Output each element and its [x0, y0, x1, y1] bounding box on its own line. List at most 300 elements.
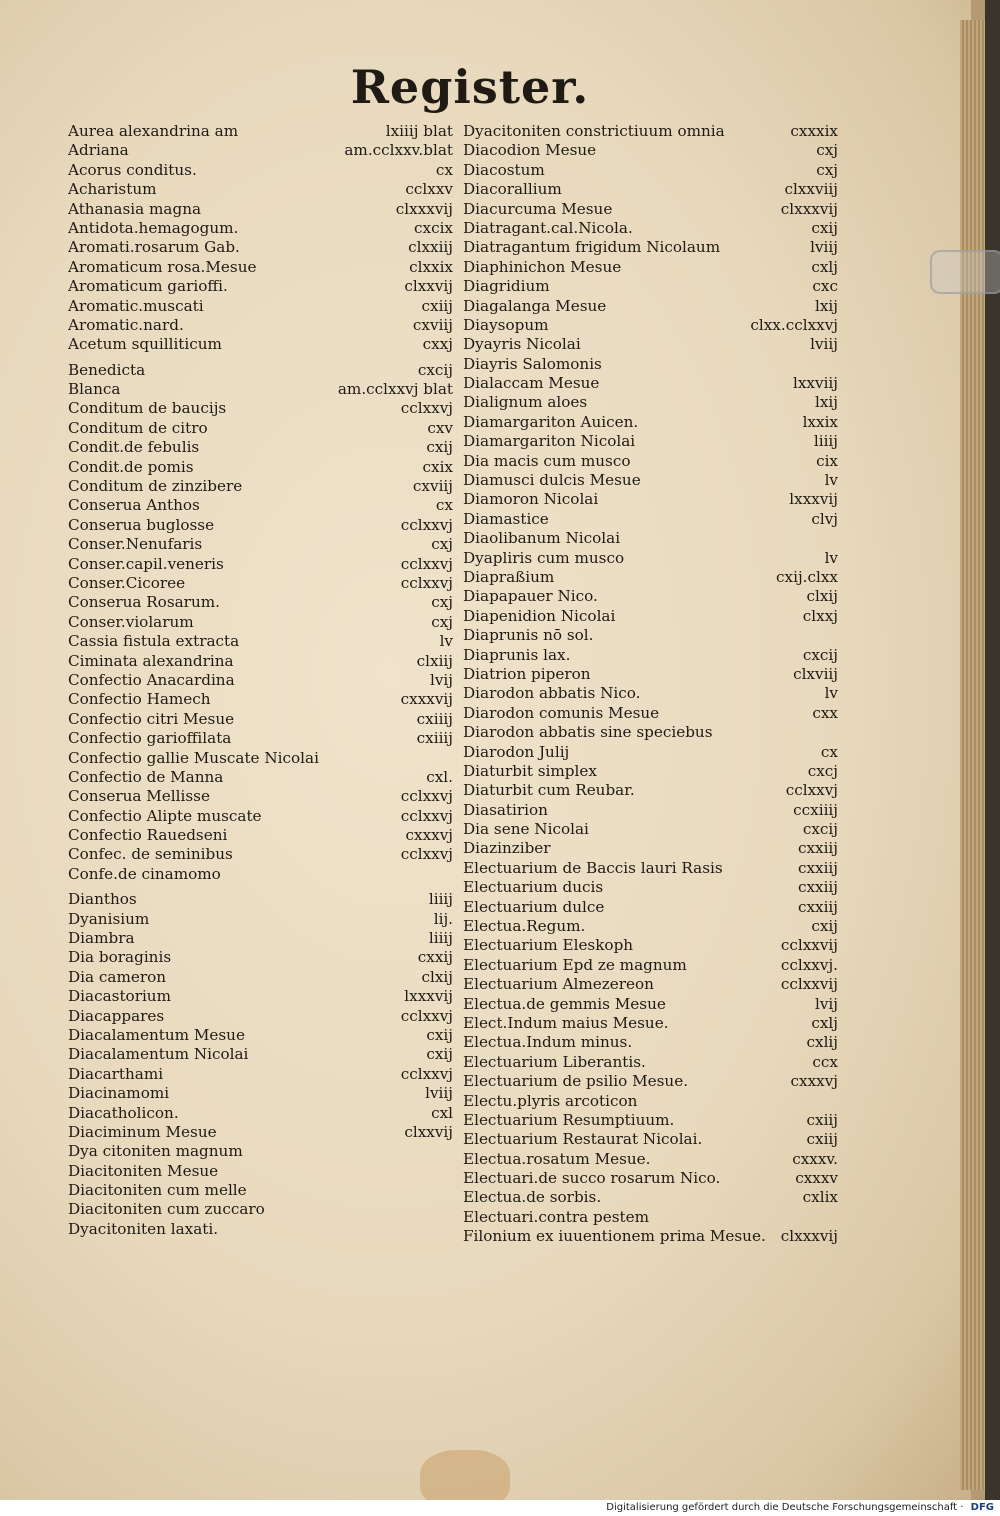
entry-ref: cclxxvj	[400, 1064, 453, 1083]
entry-name: Diapraßium	[463, 567, 555, 586]
entry-ref: cxlj	[811, 1013, 838, 1032]
entry-name: Dyapliris cum musco	[463, 548, 625, 567]
register-entry	[463, 1169, 838, 1188]
entry-ref: lv	[439, 632, 453, 651]
entry-name: Conserua Mellisse	[68, 787, 210, 806]
register-entry	[68, 826, 453, 845]
register-entry	[463, 471, 838, 490]
entry-name: Diacurcuma Mesue	[463, 199, 613, 218]
dfg-logo: DFG	[970, 1502, 994, 1513]
page-edges	[960, 20, 985, 1490]
entry-ref: am.cclxxvj blat	[337, 380, 453, 399]
entry-name: Electuarium de Baccis lauri Rasis	[463, 858, 723, 877]
entry-name: Conserua Anthos	[68, 496, 200, 515]
entry-ref: ccx	[812, 1052, 838, 1071]
entry-name: Diagalanga Mesue	[463, 296, 607, 315]
entry-name: Dialaccam Mesue	[463, 374, 600, 393]
entry-name: Acetum squilliticum	[68, 335, 222, 354]
entry-name: Diagridium	[463, 277, 550, 296]
entry-name: Diarodon abbatis Nico.	[463, 684, 641, 703]
register-entry	[68, 749, 453, 768]
entry-ref: cxviij	[412, 315, 453, 334]
register-entry	[463, 1072, 838, 1091]
entry-ref: cxxiij	[797, 897, 838, 916]
register-entry	[68, 574, 453, 593]
entry-name: Electuarium Resumptiuum.	[463, 1110, 675, 1129]
entry-ref: cxxxvij	[400, 690, 453, 709]
register-entry	[68, 710, 453, 729]
entry-name: Dya citoniten magnum	[68, 1142, 243, 1161]
entry-ref: cxxj	[422, 335, 453, 354]
register-entry	[463, 956, 838, 975]
entry-ref: clxxj	[802, 606, 838, 625]
register-entry	[463, 490, 838, 509]
footer-credit: Digitalisierung gefördert durch die Deutsche Forschungsgemeinschaft · DFG	[0, 1500, 1000, 1516]
entry-ref: lxxviij	[793, 374, 838, 393]
register-entry	[463, 936, 838, 955]
register-entry	[68, 968, 453, 987]
footer-text: Digitalisierung gefördert durch die Deutsche Forschungsgemeinschaft	[606, 1502, 958, 1513]
entry-name: Diaprunis lax.	[463, 645, 571, 664]
entry-name: Blanca	[68, 380, 121, 399]
entry-name: Conditum de baucijs	[68, 399, 227, 418]
register-entry	[463, 781, 838, 800]
entry-ref: clxxvij	[404, 1122, 453, 1141]
register-entry	[463, 355, 838, 374]
entry-ref: lvij	[429, 670, 453, 689]
entry-ref: cclxxvij	[780, 975, 838, 994]
entry-ref: lxxix	[802, 412, 838, 431]
entry-name: Electuarium de psilio Mesue.	[463, 1072, 689, 1091]
entry-ref: cxcij	[802, 645, 838, 664]
entry-name: Diaysopum	[463, 315, 549, 334]
entry-name: Conser.violarum	[68, 612, 194, 631]
register-entry	[463, 161, 838, 180]
entry-name: Aromatic.nard.	[68, 315, 184, 334]
entry-ref: cclxxvj	[400, 845, 453, 864]
entry-ref: cclxxvj.	[780, 955, 838, 974]
entry-ref: lviij	[810, 238, 838, 257]
register-entry	[68, 1007, 453, 1026]
register-entry	[463, 723, 838, 742]
entry-ref: liiij	[428, 890, 453, 909]
entry-name: Conditum de citro	[68, 418, 208, 437]
entry-name: Dia macis cum musco	[463, 451, 631, 470]
register-entry	[68, 1026, 453, 1045]
entry-name: Diaturbit simplex	[463, 761, 597, 780]
entry-ref: cxj	[431, 535, 453, 554]
register-entry	[463, 549, 838, 568]
entry-ref: cxxxix	[790, 122, 838, 140]
entry-ref: cxcj	[807, 761, 838, 780]
entry-name: Dia cameron	[68, 967, 167, 986]
entry-ref: lv	[824, 548, 838, 567]
entry-name: Diazinziber	[463, 839, 551, 858]
entry-ref: cclxxvj	[785, 781, 838, 800]
register-entry	[463, 432, 838, 451]
entry-ref: cxij	[811, 218, 838, 237]
entry-ref: cxij	[426, 1025, 453, 1044]
entry-name: Electuarium ducis	[463, 878, 604, 897]
entry-name: Confectio Anacardina	[68, 670, 235, 689]
register-entry	[463, 820, 838, 839]
register-entry	[463, 568, 838, 587]
entry-name: Diacarthami	[68, 1064, 164, 1083]
entry-name: Conser.Cicoree	[68, 573, 186, 592]
entry-name: Diacostum	[463, 160, 545, 179]
register-entry	[463, 335, 838, 354]
register-entry	[68, 768, 453, 787]
entry-name: Diamusci dulcis Mesue	[463, 471, 641, 490]
register-entry	[68, 258, 453, 277]
register-entry	[463, 1227, 838, 1246]
register-entry	[463, 141, 838, 160]
register-entry	[68, 316, 453, 335]
register-entry	[463, 762, 838, 781]
entry-name: Electuarium dulce	[463, 897, 605, 916]
register-entry	[68, 535, 453, 554]
entry-name: Diaciminum Mesue	[68, 1122, 217, 1141]
entry-name: Diatragant.cal.Nicola.	[463, 218, 633, 237]
entry-name: Diacalamentum Mesue	[68, 1025, 245, 1044]
entry-ref: clxxxvij	[395, 199, 453, 218]
register-entry	[68, 1220, 453, 1239]
entry-ref: cxlix	[802, 1188, 838, 1207]
entry-ref: clxiij	[416, 651, 453, 670]
entry-name: Dyacitoniten constrictiuum omnia	[463, 122, 725, 140]
register-entry	[463, 297, 838, 316]
entry-name: Electuari.contra pestem	[463, 1207, 649, 1226]
entry-ref: cxij	[426, 438, 453, 457]
entry-name: Diacappares	[68, 1006, 165, 1025]
register-entry	[68, 1104, 453, 1123]
register-entry	[463, 975, 838, 994]
entry-ref: lxxxvij	[404, 987, 453, 1006]
entry-ref: cxxxvj	[405, 826, 453, 845]
entry-ref: clxxix	[409, 257, 453, 276]
entry-ref: cxv	[427, 418, 453, 437]
register-entry	[68, 671, 453, 690]
entry-ref: cxxiij	[797, 878, 838, 897]
entry-name: Diaturbit cum Reubar.	[463, 781, 635, 800]
entry-name: Diatrion piperon	[463, 664, 591, 683]
register-right-column	[463, 122, 838, 1247]
register-entry	[463, 801, 838, 820]
register-entry	[68, 555, 453, 574]
entry-name: Electua.de gemmis Mesue	[463, 994, 666, 1013]
entry-name: Athanasia magna	[68, 199, 202, 218]
entry-ref: cclxxvj	[400, 573, 453, 592]
register-entry	[68, 1065, 453, 1084]
entry-ref: cxviij	[412, 477, 453, 496]
entry-ref: cxxiij	[797, 858, 838, 877]
entry-name: Aurea alexandrina am	[68, 122, 239, 140]
entry-ref: clxij	[421, 967, 453, 986]
entry-name: Diacastorium	[68, 987, 171, 1006]
entry-name: Benedicta	[68, 360, 146, 379]
entry-name: Conserua Rosarum.	[68, 593, 220, 612]
register-entry	[463, 684, 838, 703]
entry-name: Conser.capil.veneris	[68, 554, 224, 573]
register-entry	[68, 890, 453, 909]
entry-name: Confectio gallie Muscate Nicolai	[68, 748, 319, 767]
entry-name: Aromaticum garioffi.	[68, 277, 228, 296]
entry-name: Cassia fistula extracta	[68, 632, 240, 651]
entry-ref: clxxxvij	[780, 199, 838, 218]
register-entry	[463, 1033, 838, 1052]
entry-ref: clvj	[811, 509, 838, 528]
register-entry	[68, 929, 453, 948]
entry-name: Conserua buglosse	[68, 515, 215, 534]
entry-ref: clxxiij	[408, 238, 453, 257]
entry-name: Confectio garioffilata	[68, 729, 232, 748]
entry-name: Confectio Alipte muscate	[68, 806, 262, 825]
entry-ref: cxcij	[417, 360, 453, 379]
entry-ref: clxij	[806, 587, 838, 606]
register-entry	[68, 1084, 453, 1103]
register-entry	[463, 917, 838, 936]
register-entry	[68, 458, 453, 477]
register-entry	[68, 845, 453, 864]
entry-name: Dia boraginis	[68, 948, 172, 967]
entry-ref: cxl.	[426, 767, 453, 786]
entry-ref: cxcix	[414, 218, 453, 237]
entry-name: Diasatirion	[463, 800, 548, 819]
register-entry	[463, 995, 838, 1014]
register-entry	[68, 987, 453, 1006]
entry-name: Electuarium Almezereon	[463, 975, 654, 994]
register-entry	[68, 277, 453, 296]
register-entry	[68, 1123, 453, 1142]
register-entry	[68, 496, 453, 515]
entry-ref: cxiij	[806, 1110, 838, 1129]
register-entry	[68, 438, 453, 457]
register-entry	[463, 607, 838, 626]
entry-name: Diacorallium	[463, 180, 562, 199]
page-title: Register.	[350, 60, 590, 114]
entry-ref: cclxxvij	[780, 936, 838, 955]
register-entry	[463, 1150, 838, 1169]
entry-name: Dyayris Nicolai	[463, 335, 581, 354]
entry-ref: cxij	[426, 1045, 453, 1064]
register-entry	[68, 787, 453, 806]
register-entry	[463, 510, 838, 529]
entry-name: Diamargariton Auicen.	[463, 412, 639, 431]
entry-name: Diacinamomi	[68, 1084, 170, 1103]
register-entry	[68, 807, 453, 826]
register-entry	[68, 1142, 453, 1161]
entry-ref: cclxxvj	[400, 787, 453, 806]
entry-ref: cxl	[431, 1103, 453, 1122]
entry-name: Diacitoniten cum zuccaro	[68, 1200, 265, 1219]
entry-ref: cxij	[811, 917, 838, 936]
entry-name: Electuarium Liberantis.	[463, 1052, 646, 1071]
register-entry	[463, 180, 838, 199]
entry-ref: cxxxv	[795, 1169, 838, 1188]
register-entry	[463, 316, 838, 335]
entry-name: Diamoron Nicolai	[463, 490, 599, 509]
register-entry	[68, 399, 453, 418]
register-entry	[68, 865, 453, 884]
entry-ref: cclxxvj	[400, 515, 453, 534]
register-entry	[463, 839, 838, 858]
entry-ref: lvij	[814, 994, 838, 1013]
register-entry	[463, 393, 838, 412]
entry-ref: cxlj	[811, 257, 838, 276]
entry-ref: cxiij	[421, 296, 453, 315]
entry-name: Aromatic.muscati	[68, 296, 204, 315]
entry-name: Diatragantum frigidum Nicolaum	[463, 238, 721, 257]
register-entry	[463, 704, 838, 723]
entry-name: Diacodion Mesue	[463, 141, 597, 160]
entry-name: Diarodon comunis Mesue	[463, 703, 660, 722]
entry-ref: cxix	[422, 457, 453, 476]
register-entry	[68, 1181, 453, 1200]
register-entry	[68, 516, 453, 535]
entry-ref: cxj	[816, 141, 838, 160]
entry-ref: cxxiij	[797, 839, 838, 858]
register-entry	[68, 1200, 453, 1219]
register-entry	[68, 690, 453, 709]
register-entry	[68, 477, 453, 496]
register-entry	[68, 361, 453, 380]
entry-ref: cclxxvj	[400, 1006, 453, 1025]
register-entry	[68, 238, 453, 257]
register-entry	[463, 200, 838, 219]
register-left-column	[68, 122, 453, 1239]
entry-ref: clxxxvij	[780, 1227, 838, 1246]
entry-name: Aromaticum rosa.Mesue	[68, 257, 257, 276]
entry-ref: cxij.clxx	[776, 567, 838, 586]
entry-name: Electuari.de succo rosarum Nico.	[463, 1169, 721, 1188]
entry-ref: am.cclxxv.blat	[344, 141, 453, 160]
entry-name: Dyacitoniten laxati.	[68, 1219, 219, 1238]
register-entry	[68, 948, 453, 967]
entry-name: Condit.de pomis	[68, 457, 194, 476]
entry-name: Dia sene Nicolai	[463, 820, 589, 839]
entry-ref: lxiiij blat	[385, 122, 453, 140]
register-entry	[463, 238, 838, 257]
entry-ref: cxcij	[802, 820, 838, 839]
register-entry	[68, 1045, 453, 1064]
entry-name: Diamargariton Nicolai	[463, 432, 636, 451]
entry-name: Dianthos	[68, 890, 137, 909]
entry-name: Acorus conditus.	[68, 160, 197, 179]
entry-ref: cxxxv.	[792, 1149, 838, 1168]
entry-ref: clxx.cclxxvj	[750, 315, 838, 334]
register-entry	[463, 626, 838, 645]
entry-ref: cxj	[816, 160, 838, 179]
entry-ref: clxviij	[793, 664, 838, 683]
bookmark-tab	[930, 250, 1000, 294]
entry-name: Electua.de sorbis.	[463, 1188, 602, 1207]
entry-name: Diaolibanum Nicolai	[463, 529, 621, 548]
register-entry	[463, 1188, 838, 1207]
register-entry	[463, 277, 838, 296]
entry-ref: ccxiiij	[793, 800, 838, 819]
entry-ref: cclxxv	[405, 180, 453, 199]
entry-ref: cclxxvj	[400, 399, 453, 418]
entry-ref: cix	[816, 451, 838, 470]
entry-ref: cxiiij	[416, 709, 453, 728]
entry-ref: liiij	[428, 929, 453, 948]
register-entry	[463, 1053, 838, 1072]
entry-name: Electua.rosatum Mesue.	[463, 1149, 651, 1168]
entry-ref: cx	[820, 742, 838, 761]
entry-name: Electua.Indum minus.	[463, 1033, 633, 1052]
entry-ref: lxij	[815, 393, 838, 412]
entry-name: Diayris Salomonis	[463, 354, 602, 373]
register-entry	[68, 200, 453, 219]
register-entry	[463, 1014, 838, 1033]
register-entry	[68, 1162, 453, 1181]
register-entry	[463, 219, 838, 238]
register-entry	[463, 258, 838, 277]
entry-name: Diamastice	[463, 509, 549, 528]
register-entry	[68, 161, 453, 180]
register-entry	[463, 859, 838, 878]
register-entry	[68, 632, 453, 651]
register-entry	[68, 419, 453, 438]
register-entry	[68, 910, 453, 929]
entry-ref: cxiiij	[416, 729, 453, 748]
register-entry	[68, 297, 453, 316]
register-entry	[463, 1130, 838, 1149]
entry-name: Filonium ex iuuentionem prima Mesue.	[463, 1227, 766, 1246]
entry-name: Electuarium Restaurat Nicolai.	[463, 1130, 703, 1149]
entry-ref: cclxxvj	[400, 806, 453, 825]
entry-name: Adriana	[68, 141, 129, 160]
register-entry	[463, 898, 838, 917]
register-entry	[68, 335, 453, 354]
entry-ref: cclxxvj	[400, 554, 453, 573]
register-entry	[68, 613, 453, 632]
register-entry	[463, 1111, 838, 1130]
entry-name: Confe.de cinamomo	[68, 864, 221, 883]
register-entry	[463, 529, 838, 548]
entry-ref: cxxxvj	[790, 1072, 838, 1091]
entry-ref: cx	[435, 160, 453, 179]
entry-name: Diaphinichon Mesue	[463, 257, 622, 276]
entry-ref: cxj	[431, 593, 453, 612]
register-entry	[463, 878, 838, 897]
entry-ref: lviij	[425, 1084, 453, 1103]
entry-ref: cxxij	[417, 948, 453, 967]
entry-name: Diarodon Julij	[463, 742, 570, 761]
entry-name: Conser.Nenufaris	[68, 535, 203, 554]
entry-ref: cxiij	[806, 1130, 838, 1149]
register-entry	[463, 665, 838, 684]
register-entry	[68, 219, 453, 238]
entry-name: Confectio Hamech	[68, 690, 211, 709]
register-entry	[463, 646, 838, 665]
register-entry	[463, 743, 838, 762]
register-entry	[68, 652, 453, 671]
entry-name: Condit.de febulis	[68, 438, 200, 457]
register-entry	[68, 729, 453, 748]
entry-name: Diapenidion Nicolai	[463, 606, 616, 625]
entry-ref: clxxviij	[784, 180, 838, 199]
entry-ref: cxj	[431, 612, 453, 631]
entry-ref: cxc	[812, 277, 838, 296]
entry-name: Confectio Rauedseni	[68, 826, 228, 845]
entry-name: Electua.Regum.	[463, 917, 586, 936]
entry-name: Diapapauer Nico.	[463, 587, 598, 606]
entry-name: Aromati.rosarum Gab.	[68, 238, 240, 257]
entry-name: Diacitoniten cum melle	[68, 1181, 247, 1200]
entry-name: Confectio citri Mesue	[68, 709, 235, 728]
entry-name: Confectio de Manna	[68, 767, 224, 786]
